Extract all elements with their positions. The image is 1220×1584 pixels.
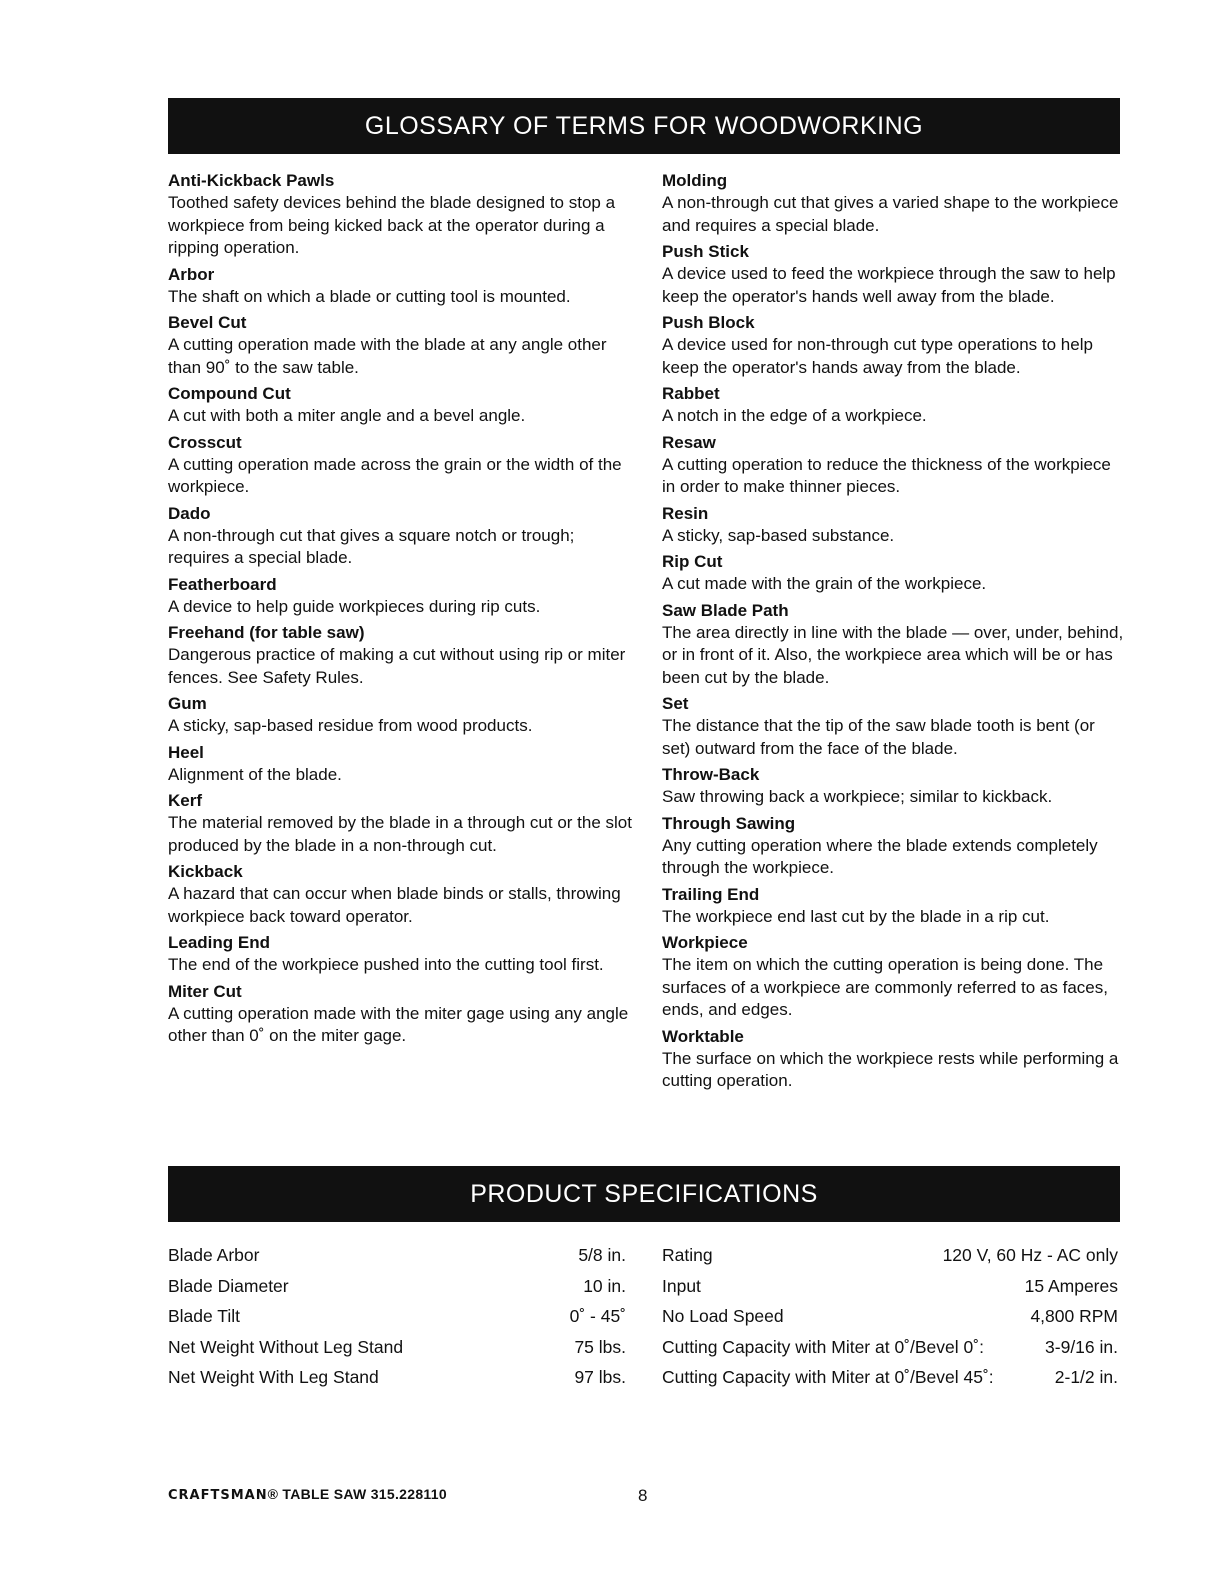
glossary-entry <box>662 813 1124 880</box>
glossary-definition: A cutting operation made across the grain or the width of the workpiece. <box>168 454 622 496</box>
spec-value: 97 lbs. <box>574 1367 626 1387</box>
glossary-term: Crosscut <box>168 432 242 452</box>
registered-mark: ® <box>267 1486 279 1502</box>
glossary-definition: A device to help guide workpieces during rip cuts. <box>168 596 541 616</box>
glossary-term: Featherboard <box>168 574 277 594</box>
glossary-term: Heel <box>168 742 204 762</box>
brand-name: CRAFTSMAN <box>168 1488 268 1503</box>
glossary-definition: A cut made with the grain of the workpiece. <box>662 574 987 593</box>
glossary-term: Throw-Back <box>662 765 760 784</box>
glossary-definition: Dangerous practice of making a cut without using rip or miter fences. See Safety Rules. <box>168 645 626 687</box>
glossary-definition: Toothed safety devices behind the blade designed to stop a workpiece from being kicked back at the operator during a ripping operation. <box>168 193 616 257</box>
glossary-entry <box>662 241 1124 308</box>
glossary-definition: The shaft on which a blade or cutting tool is mounted. <box>168 286 571 306</box>
spec-value: 3-9/16 in. <box>1045 1336 1118 1357</box>
glossary-definition: Saw throwing back a workpiece; similar to kickback. <box>662 787 1053 806</box>
glossary-term: Freehand (for table saw) <box>168 623 365 642</box>
glossary-entry <box>168 432 638 499</box>
glossary-entry <box>662 551 1124 596</box>
glossary-term: Kickback <box>168 862 243 881</box>
spec-row <box>168 1271 626 1302</box>
glossary-definition: The surface on which the workpiece rests while performing a cutting operation. <box>662 1048 1119 1090</box>
glossary-definition: A device used to feed the workpiece through the saw to help keep the operator's hands well away from the blade. <box>662 264 1116 306</box>
glossary-definition: A notch in the edge of a workpiece. <box>662 406 927 425</box>
glossary-definition: A cutting operation made with the miter gage using any angle other than 0˚ on the miter gage. <box>168 1003 629 1045</box>
spec-label: Cutting Capacity with Miter at 0˚/Bevel 0˚: <box>662 1336 984 1357</box>
glossary-term: Saw Blade Path <box>662 600 789 620</box>
glossary-entry <box>662 764 1124 809</box>
glossary-entry <box>168 574 638 619</box>
glossary-entry <box>662 932 1124 1022</box>
glossary-term: Miter Cut <box>168 981 242 1001</box>
spec-row <box>168 1332 626 1363</box>
specifications-column-left <box>168 1240 626 1393</box>
glossary-definition: A sticky, sap-based substance. <box>662 525 895 545</box>
spec-row <box>662 1362 1118 1393</box>
spec-value: 2-1/2 in. <box>1054 1367 1118 1387</box>
glossary-entry <box>168 932 638 977</box>
glossary-definition: The distance that the tip of the saw blade tooth is bent (or set) outward from the face of the blade. <box>662 716 1095 758</box>
glossary-term: Rip Cut <box>662 552 723 571</box>
glossary-term: Push Block <box>662 313 755 332</box>
spec-label: Net Weight Without Leg Stand <box>168 1336 404 1357</box>
spec-label: Input <box>662 1275 701 1296</box>
spec-label: Blade Diameter <box>168 1275 289 1296</box>
glossary-definition: Alignment of the blade. <box>168 764 342 784</box>
glossary-entry <box>662 383 1124 428</box>
glossary-definition: The end of the workpiece pushed into the cutting tool first. <box>168 955 604 974</box>
glossary-entry <box>168 503 638 570</box>
glossary-definition: A non-through cut that gives a square notch or trough; requires a special blade. <box>168 525 575 567</box>
glossary-term: Molding <box>662 171 728 190</box>
page-number: 8 <box>638 1486 648 1505</box>
glossary-column-left <box>168 170 638 1052</box>
spec-value: 120 V, 60 Hz - AC only <box>942 1245 1118 1265</box>
glossary-term: Compound Cut <box>168 384 291 403</box>
glossary-term: Bevel Cut <box>168 313 247 332</box>
spec-value: 5/8 in. <box>578 1245 626 1265</box>
glossary-definition: A cut with both a miter angle and a bevel angle. <box>168 406 526 425</box>
glossary-definition: A hazard that can occur when blade binds or stalls, throwing workpiece back toward operator. <box>168 884 621 926</box>
specifications-column-right <box>662 1240 1118 1393</box>
glossary-entry <box>168 622 638 689</box>
glossary-entry <box>168 693 638 738</box>
spec-value: 0˚ - 45˚ <box>569 1306 626 1326</box>
spec-value: 4,800 RPM <box>1030 1306 1118 1326</box>
glossary-column-right <box>662 170 1124 1097</box>
glossary-entry <box>662 503 1124 548</box>
spec-label: Cutting Capacity with Miter at 0˚/Bevel 45˚: <box>662 1367 994 1387</box>
specifications-heading: PRODUCT SPECIFICATIONS <box>168 1166 1120 1222</box>
glossary-term: Leading End <box>168 933 270 952</box>
spec-row <box>168 1362 626 1393</box>
glossary-entry <box>168 790 638 857</box>
spec-value: 75 lbs. <box>574 1336 626 1357</box>
glossary-entry <box>662 600 1124 690</box>
glossary-entry <box>662 1026 1124 1093</box>
glossary-definition: A cutting operation made with the blade at any angle other than 90˚ to the saw table. <box>168 335 607 377</box>
glossary-entry <box>662 312 1124 379</box>
glossary-heading: GLOSSARY OF TERMS FOR WOODWORKING <box>168 98 1120 154</box>
glossary-term: Push Stick <box>662 242 749 261</box>
spec-row <box>662 1301 1118 1332</box>
spec-value: 10 in. <box>583 1275 626 1296</box>
spec-label: Blade Tilt <box>168 1306 240 1326</box>
glossary-entry <box>168 170 638 260</box>
glossary-definition: The workpiece end last cut by the blade in a rip cut. <box>662 906 1050 926</box>
glossary-definition: The item on which the cutting operation is being done. The surfaces of a workpiece are commonly referred to as faces, ends, and edges. <box>662 955 1108 1019</box>
spec-label: Net Weight With Leg Stand <box>168 1367 379 1387</box>
glossary-term: Kerf <box>168 791 203 810</box>
glossary-definition: A cutting operation to reduce the thickness of the workpiece in order to make thinner pieces. <box>662 454 1111 496</box>
spec-row <box>662 1271 1118 1302</box>
glossary-entry <box>662 884 1124 929</box>
glossary-term: Trailing End <box>662 884 760 904</box>
glossary-definition: A device used for non-through cut type operations to help keep the operator's hands away from the blade. <box>662 335 1093 377</box>
glossary-term: Dado <box>168 503 211 523</box>
glossary-term: Gum <box>168 694 207 713</box>
glossary-term: Resaw <box>662 432 716 452</box>
glossary-term: Through Sawing <box>662 813 796 833</box>
spec-row <box>662 1332 1118 1363</box>
glossary-entry <box>168 981 638 1048</box>
glossary-term: Worktable <box>662 1026 744 1046</box>
spec-label: No Load Speed <box>662 1306 784 1326</box>
glossary-entry <box>662 432 1124 499</box>
glossary-entry <box>168 742 638 787</box>
glossary-term: Rabbet <box>662 384 720 403</box>
glossary-definition: Any cutting operation where the blade extends completely through the workpiece. <box>662 835 1098 877</box>
glossary-definition: A sticky, sap-based residue from wood products. <box>168 716 533 735</box>
glossary-entry <box>168 264 638 309</box>
spec-label: Rating <box>662 1245 713 1265</box>
glossary-term: Anti-Kickback Pawls <box>168 171 335 190</box>
glossary-definition: A non-through cut that gives a varied shape to the workpiece and requires a special blade. <box>662 193 1119 235</box>
spec-row <box>168 1240 626 1271</box>
footer-model-line <box>168 1486 447 1503</box>
glossary-term: Resin <box>662 503 709 523</box>
glossary-entry <box>168 383 638 428</box>
glossary-entry <box>168 312 638 379</box>
glossary-entry <box>168 861 638 928</box>
spec-label: Blade Arbor <box>168 1245 260 1265</box>
spec-row <box>662 1240 1118 1271</box>
model-text: TABLE SAW 315.228110 <box>278 1486 447 1502</box>
glossary-term: Arbor <box>168 264 215 284</box>
spec-row <box>168 1301 626 1332</box>
glossary-definition: The area directly in line with the blade — over, under, behind, or in front of it. Also, the workpiece area which will be or has been cut by the blade. <box>662 622 1124 687</box>
glossary-entry <box>662 693 1124 760</box>
glossary-term: Workpiece <box>662 933 748 952</box>
spec-value: 15 Amperes <box>1024 1275 1118 1296</box>
glossary-entry <box>662 170 1124 237</box>
glossary-term: Set <box>662 694 689 713</box>
glossary-definition: The material removed by the blade in a through cut or the slot produced by the blade in a non-through cut. <box>168 813 632 855</box>
